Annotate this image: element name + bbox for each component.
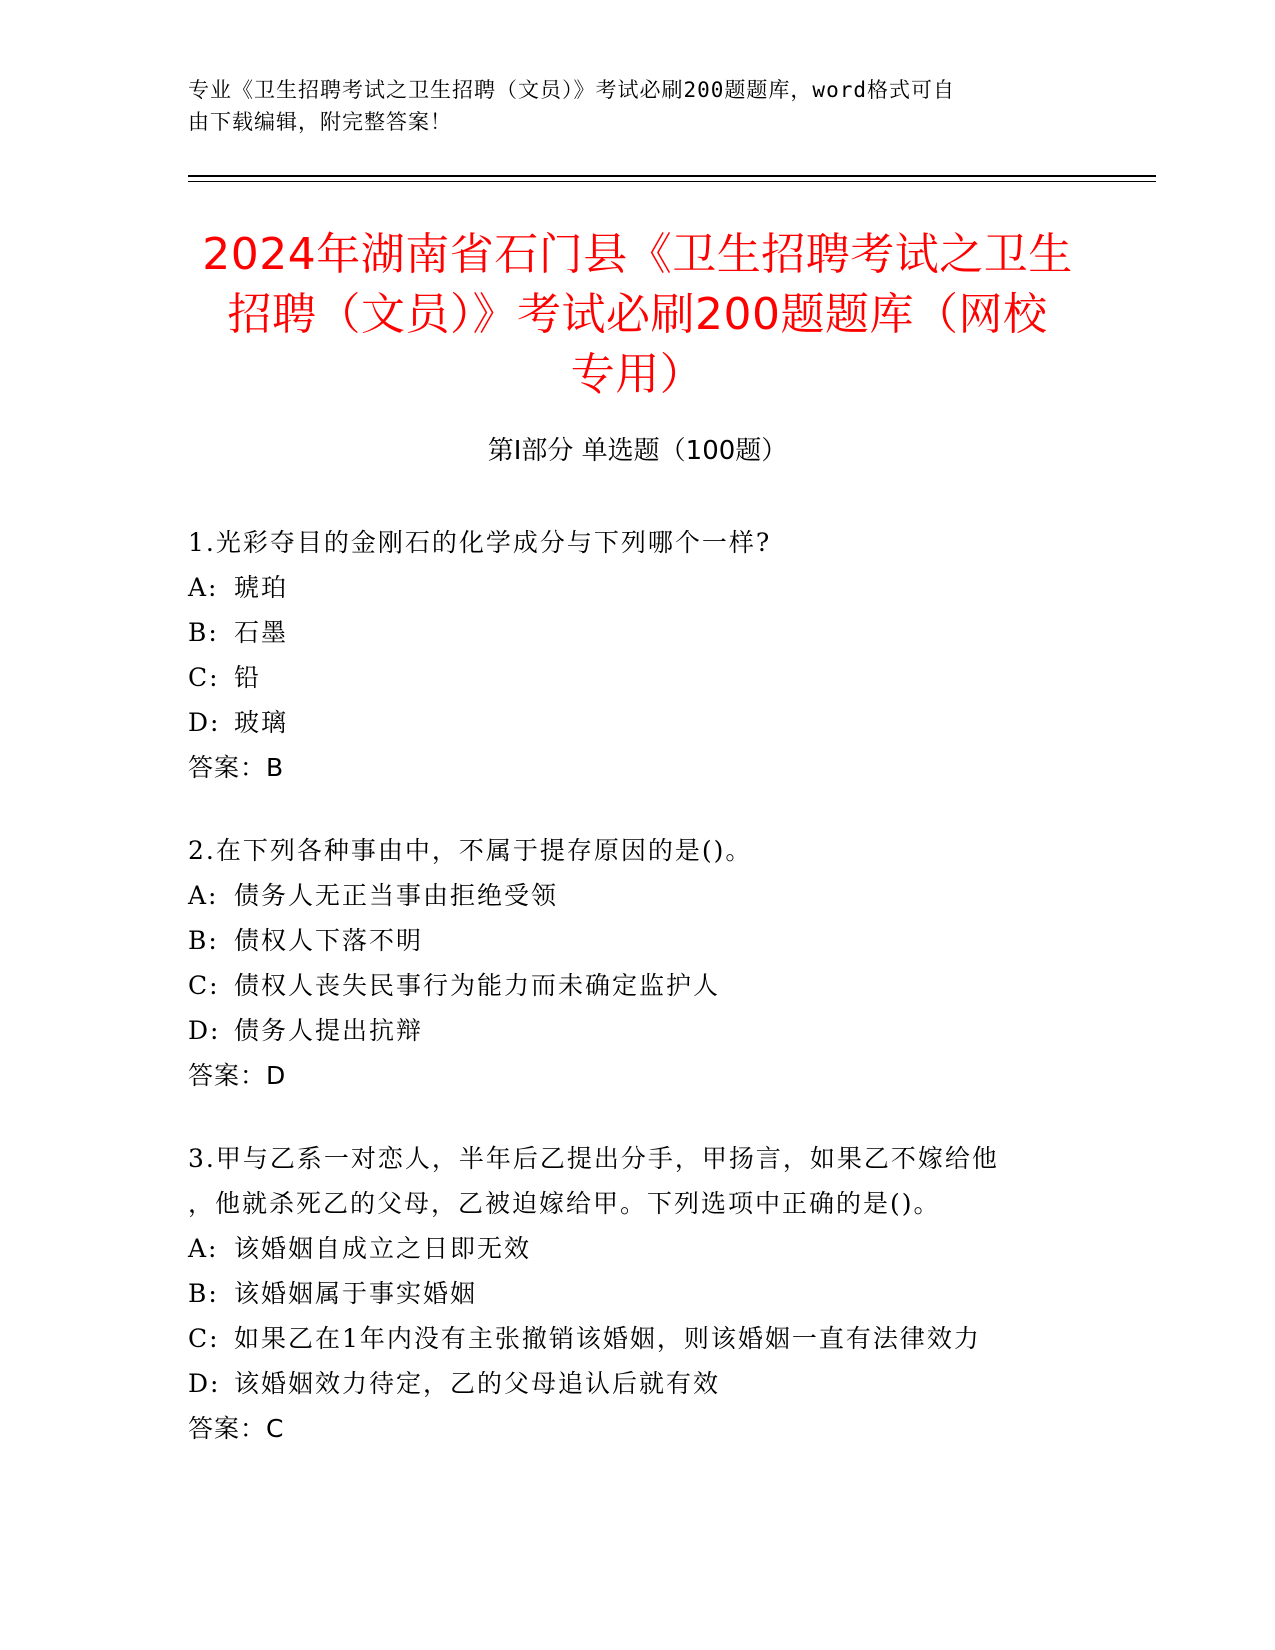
option-c <box>188 963 1088 1008</box>
option-letter: A: <box>188 573 219 602</box>
question-text: 2.在下列各种事由中，不属于提存原因的是()。 <box>188 836 753 865</box>
document-title-line-2: 招聘（文员）》考试必刷200题题库（网校 <box>227 289 1048 340</box>
option-letter: D: <box>188 1016 221 1045</box>
option-d <box>188 700 1088 745</box>
option-letter: D: <box>188 708 221 737</box>
option-letter: B: <box>188 618 219 647</box>
question-1 <box>188 520 1088 790</box>
option-text: 债务人无正当事由拒绝受领 <box>234 881 559 910</box>
question-text-line-2: ，他就杀死乙的父母，乙被迫嫁给甲。下列选项中正确的是()。 <box>188 1189 941 1218</box>
option-text: 债权人丧失民事行为能力而未确定监护人 <box>234 971 721 1000</box>
option-b <box>188 610 1088 655</box>
question-text-line-1: 3.甲与乙系一对恋人，半年后乙提出分手，甲扬言，如果乙不嫁给他 <box>188 1144 999 1173</box>
header-divider-thin <box>188 181 1156 182</box>
option-letter: C: <box>188 971 220 1000</box>
answer-line: 答案：D <box>188 1061 287 1090</box>
option-text: 如果乙在1年内没有主张撤销该婚姻，则该婚姻一直有法律效力 <box>234 1324 981 1353</box>
header-note-line-2: 由下载编辑，附完整答案！ <box>188 110 452 134</box>
header-note <box>188 74 1068 138</box>
option-text: 该婚姻效力待定，乙的父母追认后就有效 <box>234 1369 721 1398</box>
option-c <box>188 655 1088 700</box>
option-letter: C: <box>188 663 220 692</box>
question-list <box>188 520 1088 1489</box>
question-text: 1.光彩夺目的金刚石的化学成分与下列哪个一样? <box>188 528 772 557</box>
option-letter: C: <box>188 1324 220 1353</box>
option-d <box>188 1008 1088 1053</box>
question-3 <box>188 1136 1088 1451</box>
option-text: 铅 <box>234 663 262 692</box>
option-text: 玻璃 <box>234 708 289 737</box>
option-c <box>188 1316 1088 1361</box>
option-text: 石墨 <box>234 618 289 647</box>
option-letter: B: <box>188 1279 219 1308</box>
option-text: 债务人提出抗辩 <box>234 1016 424 1045</box>
option-b <box>188 918 1088 963</box>
option-letter: A: <box>188 1234 219 1263</box>
option-a <box>188 1226 1088 1271</box>
header-divider-thick <box>188 175 1156 177</box>
answer-line: 答案：C <box>188 1414 285 1443</box>
option-a <box>188 565 1088 610</box>
option-text: 该婚姻自成立之日即无效 <box>234 1234 532 1263</box>
option-text: 该婚姻属于事实婚姻 <box>234 1279 478 1308</box>
section-title: 第Ⅰ部分 单选题（100题） <box>487 436 788 466</box>
option-text: 琥珀 <box>234 573 289 602</box>
option-text: 债权人下落不明 <box>234 926 424 955</box>
option-letter: A: <box>188 881 219 910</box>
question-2 <box>188 828 1088 1098</box>
option-b <box>188 1271 1088 1316</box>
document-title <box>150 225 1125 405</box>
document-title-line-3: 专用） <box>570 349 705 400</box>
option-letter: D: <box>188 1369 221 1398</box>
option-letter: B: <box>188 926 219 955</box>
option-d <box>188 1361 1088 1406</box>
answer-line: 答案：B <box>188 753 285 782</box>
header-note-line-1: 专业《卫生招聘考试之卫生招聘（文员）》考试必刷200题题库，word格式可自 <box>188 78 955 102</box>
option-a <box>188 873 1088 918</box>
document-title-line-1: 2024年湖南省石门县《卫生招聘考试之卫生 <box>202 229 1073 280</box>
